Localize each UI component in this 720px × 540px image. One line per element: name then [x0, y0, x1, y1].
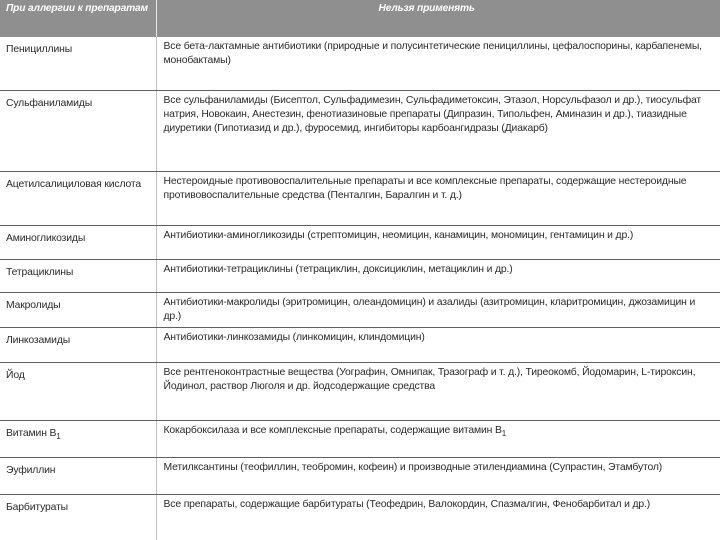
- drug-cell: Ацетилсалициловая кислота: [0, 171, 156, 225]
- forbidden-cell: Все рентгеноконтрастные вещества (Уографин, Омнипак, Тразограф и т. д.), Тиреокомб, Йодомарин, L-тироксин, Йодинол, раствор Люголя и др. йодсодержащие средства: [156, 362, 720, 420]
- table-row: [0, 420, 720, 457]
- table-row: [0, 259, 720, 292]
- drug-subscript: 1: [56, 431, 61, 441]
- drug-cell: Пенициллины: [0, 37, 156, 90]
- table-row: [0, 362, 720, 420]
- table-row: [0, 494, 720, 540]
- forbidden-cell: Антибиотики-аминогликозиды (стрептомицин, неомицин, канамицин, мономицин, гентамицин и др.): [156, 225, 720, 259]
- drug-cell: [0, 420, 156, 457]
- forbidden-cell: Все сульфаниламиды (Бисептол, Сульфадимезин, Сульфадиметоксин, Этазол, Норсульфазол и др.), тиосульфат натрия, Новокаин, Анестезин, фенотиазиновые препараты (Дипразин, Типольфен, Аминазин и др.), тиазидные диуретики (Гипотиазид и др.), фуросемид, ингибиторы карбоангидразы (Диакарб): [156, 90, 720, 171]
- drug-cell: Аминогликозиды: [0, 225, 156, 259]
- header-allergy-column: При аллергии к препаратам: [0, 0, 156, 37]
- drug-cell: Барбитураты: [0, 494, 156, 540]
- table-row: [0, 457, 720, 494]
- forbidden-cell: Антибиотики-тетрациклины (тетрациклин, доксициклин, метациклин и др.): [156, 259, 720, 292]
- forbidden-text: Кокарбоксилаза и все комплексные препараты, содержащие витамин B: [163, 424, 502, 436]
- table-row: [0, 292, 720, 327]
- drug-cell: Йод: [0, 362, 156, 420]
- table-row: [0, 327, 720, 362]
- forbidden-cell: Метилксантины (теофиллин, теобромин, кофеин) и производные этилендиамина (Супрастин, Этамбутол): [156, 457, 720, 494]
- table-row: [0, 90, 720, 171]
- drug-text: Витамин B: [6, 427, 57, 439]
- forbidden-cell: Нестероидные противовоспалительные препараты и все комплексные препараты, содержащие нестероидные противовоспалительные средства (Пенталгин, Баралгин и т. д.): [156, 171, 720, 225]
- forbidden-cell: Антибиотики-линкозамиды (линкомицин, клиндомицин): [156, 327, 720, 362]
- forbidden-cell: Все бета-лактамные антибиотики (природные и полусинтетические пенициллины, цефалоспорины, карбапенемы, монобактамы): [156, 37, 720, 90]
- table-header-row: [0, 0, 720, 37]
- drug-cell: Тетрациклины: [0, 259, 156, 292]
- table-row: [0, 37, 720, 90]
- table-row: [0, 225, 720, 259]
- forbidden-subscript: 1: [501, 428, 507, 438]
- forbidden-cell: Антибиотики-макролиды (эритромицин, олеандомицин) и азалиды (азитромицин, кларитромицин, джозамицин и др.): [156, 292, 720, 327]
- drug-cell: Эуфиллин: [0, 457, 156, 494]
- drug-cell: Линкозамиды: [0, 327, 156, 362]
- drug-cell: Макролиды: [0, 292, 156, 327]
- drug-cell: Сульфаниламиды: [0, 90, 156, 171]
- header-forbidden-column: Нельзя применять: [156, 0, 720, 37]
- forbidden-cell: [156, 420, 720, 457]
- forbidden-cell: Все препараты, содержащие барбитураты (Теофедрин, Валокордин, Спазмалгин, Фенобарбитал и др.): [163, 498, 651, 510]
- table-row: [0, 171, 720, 225]
